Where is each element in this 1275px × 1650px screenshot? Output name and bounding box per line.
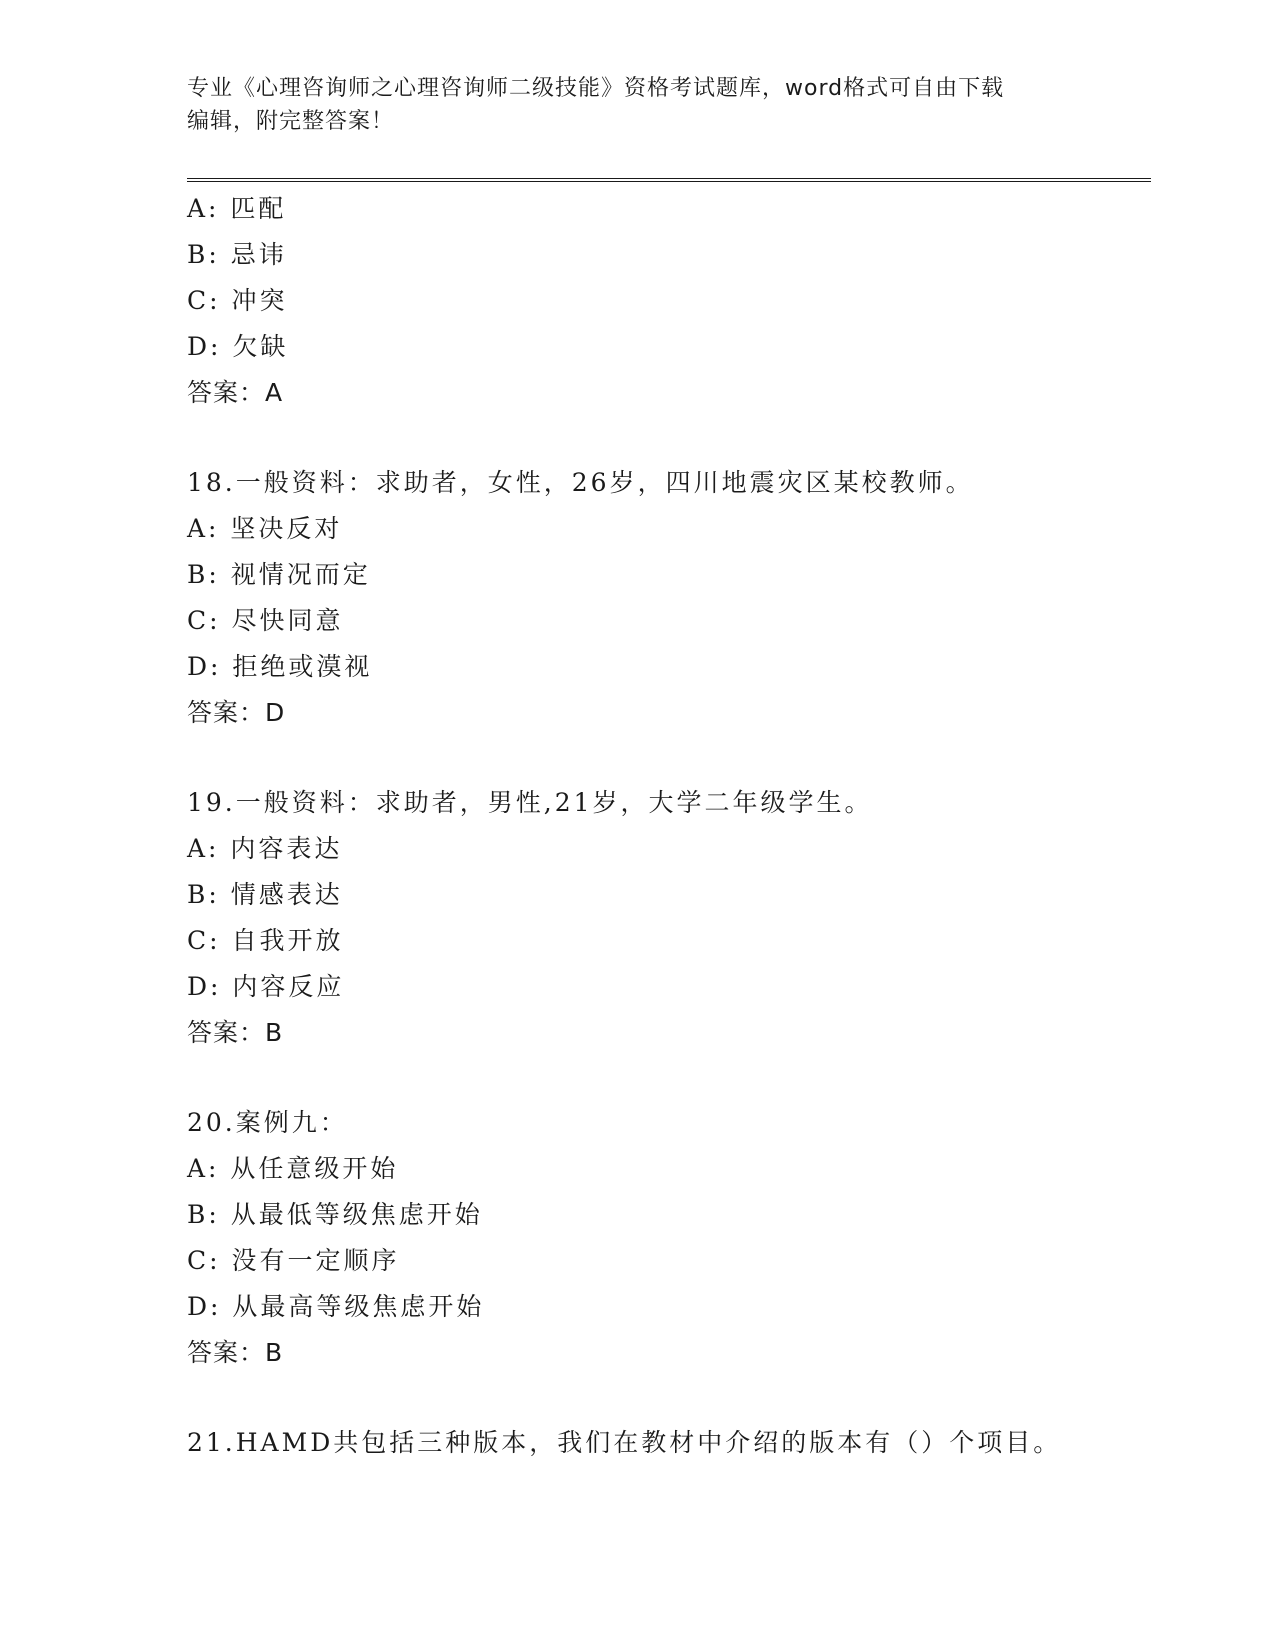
question-stem: 21.HAMD共包括三种版本，我们在教材中介绍的版本有（）个项目。: [187, 1428, 1062, 1457]
header-line-1: 专业《心理咨询师之心理咨询师二级技能》资格考试题库，word格式可自由下载: [187, 76, 1005, 101]
answer-line: 答案：D: [187, 698, 286, 727]
option-c: C: 自我开放: [187, 926, 344, 955]
option-d: D: 内容反应: [187, 972, 345, 1001]
header-line-2: 编辑，附完整答案！: [187, 109, 395, 134]
option-c: C: 没有一定顺序: [187, 1246, 400, 1275]
question-21: [187, 1420, 1151, 1466]
option-b: B: 视情况而定: [187, 560, 371, 589]
option-a: A: 从任意级开始: [187, 1154, 399, 1183]
question-18: [187, 460, 1151, 736]
option-a: A: 坚决反对: [187, 514, 343, 543]
header-double-rule: [187, 178, 1151, 182]
option-d: D: 欠缺: [187, 332, 289, 361]
option-b: B: 忌讳: [187, 240, 287, 269]
question-stem: 18.一般资料：求助者，女性，26岁，四川地震灾区某校教师。: [187, 468, 974, 497]
question-stem: 19.一般资料：求助者，男性,21岁，大学二年级学生。: [187, 788, 873, 817]
answer-line: 答案：A: [187, 378, 284, 407]
option-a: A: 内容表达: [187, 834, 343, 863]
question-19: [187, 780, 1151, 1056]
option-b: B: 情感表达: [187, 880, 343, 909]
option-d: D: 从最高等级焦虑开始: [187, 1292, 485, 1321]
option-c: C: 冲突: [187, 286, 288, 315]
answer-line: 答案：B: [187, 1338, 284, 1367]
answer-line: 答案：B: [187, 1018, 284, 1047]
option-d: D: 拒绝或漠视: [187, 652, 373, 681]
option-b: B: 从最低等级焦虑开始: [187, 1200, 483, 1229]
question-17-continued: [187, 186, 1151, 416]
question-stem: 20.案例九：: [187, 1108, 348, 1137]
document-header: [187, 72, 1087, 138]
question-list: [187, 186, 1151, 1466]
option-a: A: 匹配: [187, 194, 287, 223]
question-20: [187, 1100, 1151, 1376]
option-c: C: 尽快同意: [187, 606, 344, 635]
